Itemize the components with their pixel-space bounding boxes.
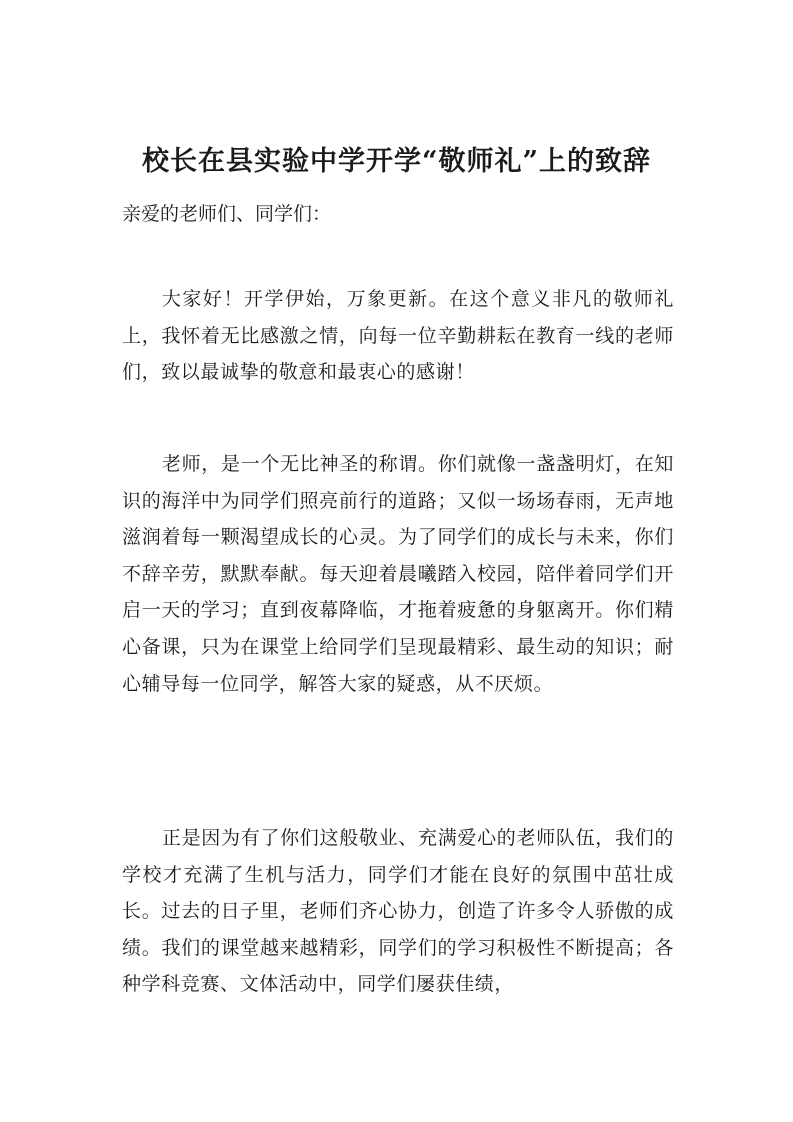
- paragraph-3: 正是因为有了你们这般敬业、充满爱心的老师队伍，我们的学校才充满了生机与活力，同学们才能在良好的氛围中茁壮成长。过去的日子里，老师们齐心协力，创造了许多令人骄傲的成绩。我们的课堂越来越精彩，同学们的学习积极性不断提高；各种学科竞赛、文体活动中，同学们屡获佳绩，: [122, 827, 674, 996]
- document-title: 校长在县实验中学开学“敬师礼”上的致辞: [141, 146, 652, 178]
- paragraph-2: 老师，是一个无比神圣的称谓。你们就像一盏盏明灯，在知识的海洋中为同学们照亮前行的道路；又似一场场春雨，无声地滋润着每一颗渴望成长的心灵。为了同学们的成长与未来，你们不辞辛劳，默默奉献。每天迎着晨曦踏入校园，陪伴着同学们开启一天的学习；直到夜幕降临，才拖着疲惫的身躯离开。你们精心备课，只为在课堂上给同学们呈现最精彩、最生动的知识；耐心辅导每一位同学，解答大家的疑惑，从不厌烦。: [122, 453, 674, 695]
- paragraph-1: 大家好！开学伊始，万象更新。在这个意义非凡的敬师礼上，我怀着无比感激之情，向每一位辛勤耕耘在教育一线的老师们，致以最诚挚的敬意和最衷心的感谢！: [122, 288, 674, 384]
- salutation: 亲爱的老师们、同学们：: [122, 203, 332, 225]
